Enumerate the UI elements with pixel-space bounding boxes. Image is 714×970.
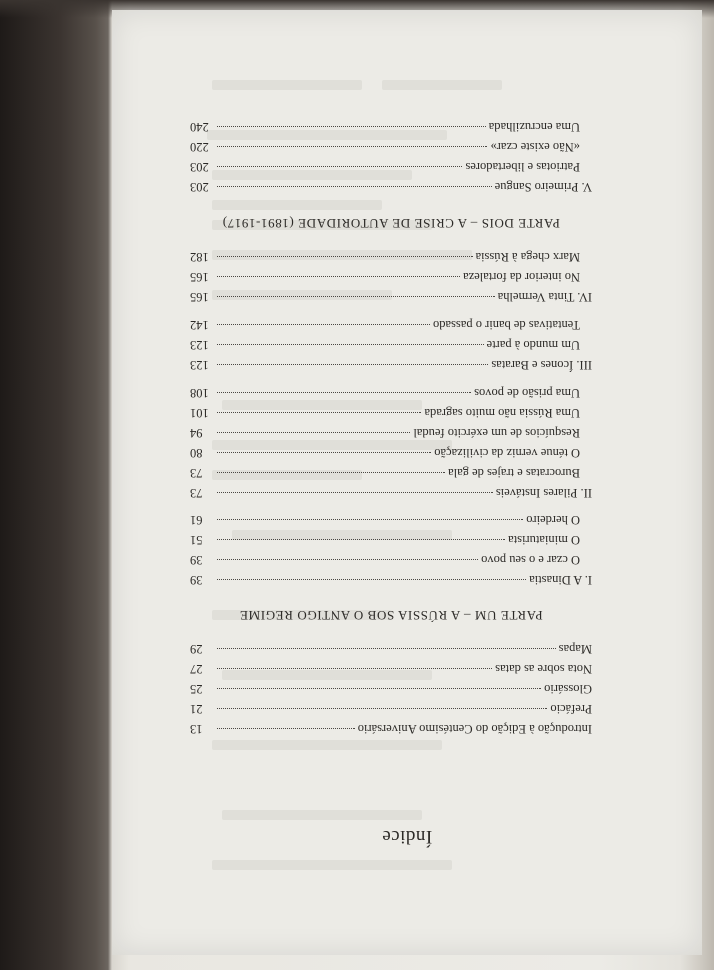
dot-leader [217, 324, 430, 325]
dot-leader [217, 186, 492, 187]
toc-chapter [190, 483, 592, 503]
dot-leader [217, 392, 471, 393]
dot-leader [217, 166, 462, 167]
toc-section [190, 443, 592, 463]
toc-page-number: 142 [190, 318, 209, 332]
toc-entry [190, 659, 592, 679]
toc-page-number: 94 [190, 426, 203, 440]
toc-entry-label: Burocratas e trajes de gala [448, 466, 580, 480]
toc-page-number: 165 [190, 270, 209, 284]
dot-leader [217, 344, 484, 345]
toc-section [190, 423, 592, 443]
dot-leader [217, 688, 541, 689]
toc-entry-label: Patriotas e libertadores [465, 160, 580, 174]
toc-entry [190, 699, 592, 719]
toc-entry-label: III. Ícones e Baratas [491, 358, 592, 372]
dot-leader [217, 708, 547, 709]
toc-entry-label: II. Pilares Instáveis [495, 486, 592, 500]
toc-page-number: 25 [190, 682, 203, 696]
toc-section [190, 403, 592, 423]
toc-page-number: 123 [190, 338, 209, 352]
toc-chapter [190, 570, 592, 590]
toc-page-number: 39 [190, 573, 203, 587]
toc-entry-label: Glossário [544, 682, 592, 696]
dot-leader [217, 296, 495, 297]
toc-section [190, 335, 592, 355]
toc-entry-label: Prefácio [550, 702, 592, 716]
toc-section [190, 137, 592, 157]
toc-entry-label: O czar e o seu povo [481, 553, 580, 567]
toc-entry-label: Um mundo à parte [486, 338, 580, 352]
dot-leader [217, 256, 473, 257]
toc-page-number: 29 [190, 642, 203, 656]
toc-entry-label: Introdução à Edição do Centésimo Aniversário [357, 722, 592, 736]
toc-entry [190, 639, 592, 659]
dot-leader [217, 559, 478, 560]
page-paper [112, 10, 702, 955]
toc-chapter [190, 177, 592, 197]
dot-leader [217, 412, 421, 413]
dot-leader [217, 539, 505, 540]
toc-page-number: 182 [190, 250, 209, 264]
toc-chapter [190, 355, 592, 375]
toc-entry-label: Uma encruzilhada [488, 120, 580, 134]
toc-page-number: 101 [190, 406, 209, 420]
dot-leader [217, 668, 492, 669]
dot-leader [217, 146, 487, 147]
toc-section [190, 550, 592, 570]
toc-page-number: 27 [190, 662, 203, 676]
toc-page-number: 39 [190, 553, 203, 567]
toc-page-number: 220 [190, 140, 209, 154]
toc-entry-label: V. Primeiro Sangue [494, 180, 592, 194]
toc-entry-label: Mapas [558, 642, 592, 656]
toc-entry-label: O herdeiro [526, 513, 580, 527]
toc-entry-label: Nota sobre as datas [495, 662, 592, 676]
dot-leader [217, 276, 460, 277]
toc-chapter [190, 287, 592, 307]
toc-page-number: 240 [190, 120, 209, 134]
dot-leader [217, 364, 488, 365]
toc-entry [190, 719, 592, 739]
toc-page-number: 73 [190, 466, 203, 480]
toc-entry-label: Uma prisão de povos [474, 386, 580, 400]
toc-page-number: 13 [190, 722, 203, 736]
toc-entry-label: O miniaturista [508, 533, 580, 547]
toc-entry-label: Resquícios de um exército feudal [413, 426, 580, 440]
toc-page-number: 203 [190, 160, 209, 174]
dot-leader [217, 126, 486, 127]
toc-section [190, 315, 592, 335]
part-heading: PARTE UM – A RÚSSIA SOB O ANTIGO REGIME [239, 608, 543, 623]
toc-entry-label: IV. Tinta Vermelha [497, 290, 592, 304]
toc-entry [190, 679, 592, 699]
toc-section [190, 247, 592, 267]
table-of-contents [112, 10, 702, 955]
page-title: Índice [381, 826, 433, 847]
toc-entry-label: «Não existe czar» [490, 140, 580, 154]
dot-leader [217, 519, 523, 520]
toc-page-number: 108 [190, 386, 209, 400]
toc-section [190, 510, 592, 530]
toc-page-number: 123 [190, 358, 209, 372]
toc-entry-label: Marx chega à Rússia [475, 250, 580, 264]
toc-page-number: 61 [190, 513, 203, 527]
toc-entry-label: O ténue verniz da civilização [434, 446, 580, 460]
dot-leader [217, 472, 445, 473]
toc-page-number: 21 [190, 702, 203, 716]
toc-section [190, 157, 592, 177]
toc-page-number: 165 [190, 290, 209, 304]
toc-section [190, 530, 592, 550]
dot-leader [217, 648, 556, 649]
dot-leader [217, 452, 431, 453]
dot-leader [217, 579, 526, 580]
toc-entry-label: Tentativas de banir o passado [433, 318, 580, 332]
dot-leader [217, 728, 355, 729]
part-heading: PARTE DOIS – A CRISE DE AUTORIDADE (1891-1917) [222, 216, 560, 231]
toc-entry-label: Uma Rússia não muito sagrada [424, 406, 580, 420]
dot-leader [217, 492, 493, 493]
toc-entry-label: No interior da fortaleza [463, 270, 580, 284]
dot-leader [217, 432, 410, 433]
toc-section [190, 383, 592, 403]
toc-page-number: 51 [190, 533, 203, 547]
toc-section [190, 267, 592, 287]
toc-section [190, 463, 592, 483]
toc-entry-label: I. A Dinastia [529, 573, 592, 587]
toc-page-number: 203 [190, 180, 209, 194]
toc-page-number: 80 [190, 446, 203, 460]
toc-section [190, 117, 592, 137]
toc-page-number: 73 [190, 486, 203, 500]
